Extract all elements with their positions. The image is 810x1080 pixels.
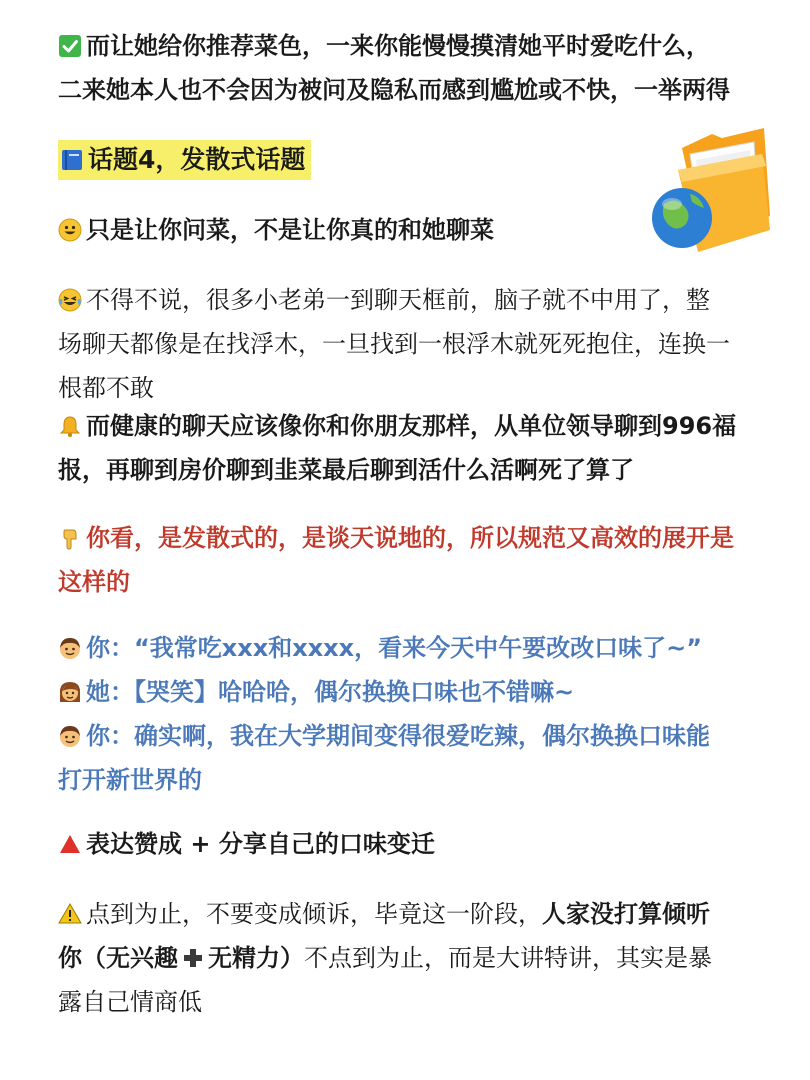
paragraph-7-line-2: 你（无兴趣 无精力）不点到为止，而是大讲特讲，其实是暴 [58, 944, 712, 972]
dialog-line-1: 你：“我常吃xxx和xxxx，看来今天中午要改改口味了~” [58, 626, 758, 670]
red-triangle-icon [58, 832, 82, 856]
dialog-block [58, 626, 758, 802]
paragraph-7-line-3: 露自己情商低 [58, 988, 202, 1016]
paragraph-6: 表达赞成 + 分享自己的口味变迁 [58, 822, 758, 866]
paragraph-1-line-1: 而让她给你推荐菜色，一来你能慢慢摸清她平时爱吃什么， [58, 24, 758, 68]
paragraph-1-line-2: 二来她本人也不会因为被问及隐私而感到尴尬或不快，一举两得 [58, 76, 730, 104]
topic-highlight: 话题4，发散式话题 [58, 140, 311, 180]
girl-face-icon [58, 680, 82, 704]
check-mark-icon [58, 34, 82, 58]
paragraph-3 [58, 278, 758, 410]
paragraph-4 [58, 404, 758, 492]
paragraph-7 [58, 892, 758, 1024]
plus-icon [182, 947, 204, 969]
smiling-face-icon [58, 218, 82, 242]
dialog-line-4: 打开新世界的 [58, 766, 202, 794]
paragraph-5-line-1: 你看，是发散式的，是谈天说地的，所以规范又高效的展开是 [58, 516, 758, 560]
paragraph-1 [58, 24, 758, 112]
laughing-tears-icon [58, 288, 82, 312]
paragraph-3-line-1: 不得不说，很多小老弟一到聊天框前，脑子就不中用了，整 [58, 278, 758, 322]
boy-face-icon [58, 636, 82, 660]
paragraph-4-line-1: 而健康的聊天应该像你和你朋友那样，从单位领导聊到996福 [58, 404, 758, 448]
dialog-line-2: 她：【哭笑】哈哈哈，偶尔换换口味也不错嘛~ [58, 670, 758, 714]
paragraph-5 [58, 516, 758, 604]
boy-face-icon [58, 724, 82, 748]
paragraph-2: 只是让你问菜，不是让你真的和她聊菜 [58, 208, 758, 252]
warning-icon [58, 902, 82, 926]
paragraph-5-line-2: 这样的 [58, 568, 130, 596]
blue-book-icon [60, 148, 84, 172]
bell-icon [58, 414, 82, 438]
paragraph-3-line-2: 场聊天都像是在找浮木，一旦找到一根浮木就死死抱住，连换一 [58, 330, 730, 358]
paragraph-7-line-1: 点到为止，不要变成倾诉，毕竟这一阶段，人家没打算倾听 [58, 892, 758, 936]
pointing-down-hand-icon [58, 526, 82, 550]
paragraph-4-line-2: 报，再聊到房价聊到韭菜最后聊到活什么活啊死了算了 [58, 456, 634, 484]
dialog-line-3: 你：确实啊，我在大学期间变得很爱吃辣，偶尔换换口味能 [58, 714, 758, 758]
paragraph-3-line-3: 根都不敢 [58, 374, 154, 402]
